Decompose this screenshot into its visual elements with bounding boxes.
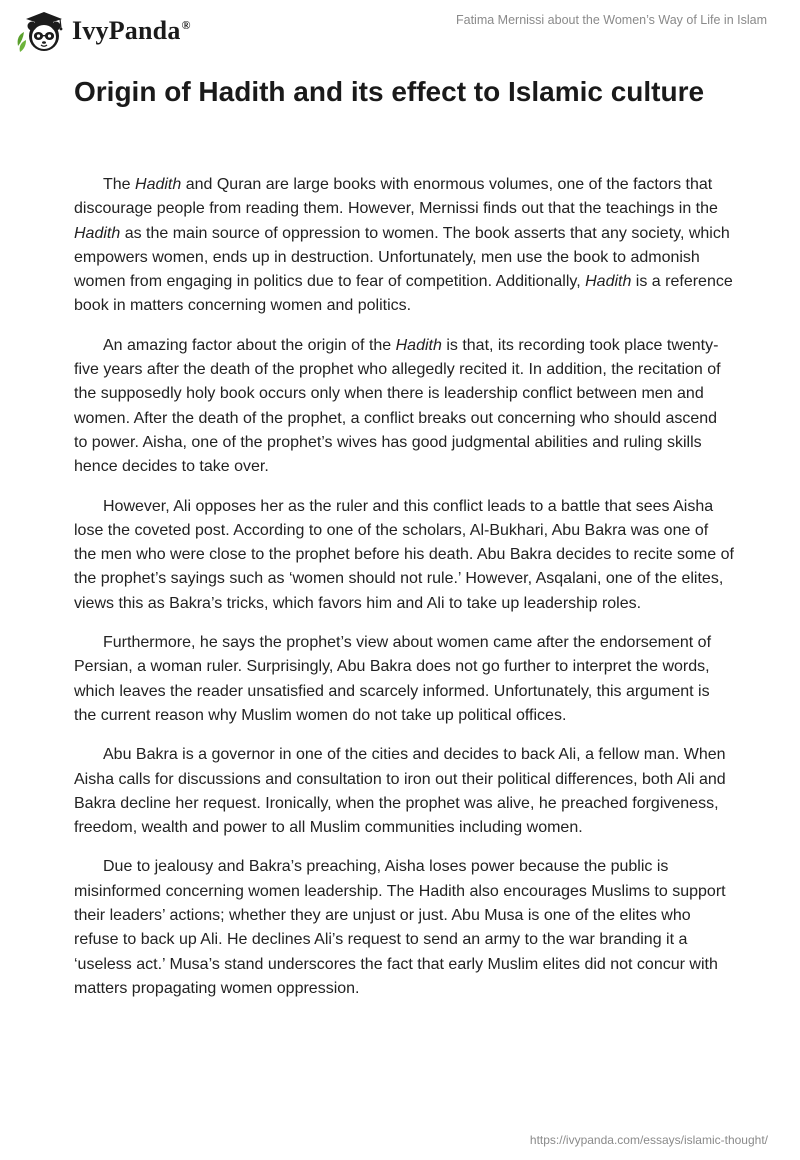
- text-run: and Quran are large books with enormous volumes, one of the factors that discourage people from reading them. However, Mernissi finds out that the teachings in the: [74, 176, 718, 218]
- ivypanda-logo[interactable]: [14, 6, 191, 56]
- text-run: is a reference book in matters concerning women and politics.: [74, 273, 733, 315]
- italic-term: Hadith: [395, 336, 442, 354]
- panda-graduate-icon: [14, 6, 68, 56]
- essay-body: [74, 173, 734, 1016]
- italic-term: Hadith: [585, 273, 632, 291]
- text-run: Abu Bakra is a governor in one of the cities and decides to back Ali, a fellow man. When Aisha calls for discussions and consultation to iron out their political differences, both Ali and Bakra decline her request. Ironically, when the prophet was alive, he preached forgiveness, freedom, wealth and power to all Muslim communities including women.: [74, 746, 726, 837]
- italic-term: Hadith: [135, 176, 182, 193]
- brand-wordmark: IvyPanda: [72, 16, 181, 45]
- text-run: However, Ali opposes her as the ruler and this conflict leads to a battle that sees Aisha lose the coveted post. According to one of the scholars, Al-Bukhari, Abu Bakra was one of the men who were close to the prophet before his death. Abu Bakra decides to recite some of the prophet’s sayings such as ‘women should not rule.’ However, Asqalani, one of the elites, views this as Bakra’s tricks, which favors him and Ali to take up leadership roles.: [74, 497, 734, 612]
- paragraph: [74, 855, 734, 1001]
- italic-term: Hadith: [74, 224, 121, 242]
- paragraph: [74, 743, 734, 840]
- source-url[interactable]: https://ivypanda.com/essays/islamic-thought/: [529, 1133, 768, 1147]
- registered-mark: ®: [181, 18, 191, 33]
- text-run: as the main source of oppression to women. The book asserts that any society, which empowers women, ends up in destruction. Unfortunately, men use the book to admonish women from engaging in politics due to fear of competition. Additionally,: [74, 224, 730, 291]
- document-title: Fatima Mernissi about the Women’s Way of Life in Islam: [456, 13, 767, 27]
- text-run: Furthermore, he says the prophet’s view about women came after the endorsement of Persian, a woman ruler. Surprisingly, Abu Bakra does not go further to interpret the words, which leaves the reader unsatisfied and scarcely informed. Unfortunately, this argument is the current reason why Muslim women do not take up political offices.: [74, 634, 712, 724]
- brand-name: [72, 16, 191, 46]
- text-run: An amazing factor about the origin of the: [103, 336, 396, 354]
- text-run: Due to jealousy and Bakra’s preaching, Aisha loses power because the public is misinformed concerning women leadership. The Hadith also encourages Muslims to support their leaders’ actions; whether they are unjust or just. Abu Musa is one of the elites who refuse to back up Ali. He declines Ali’s request to send an army to the war branding it a ‘useless act.’ Musa’s stand underscores the fact that early Muslim elites did not concur with matters propagating women oppression.: [74, 858, 726, 997]
- page-header: [0, 0, 800, 60]
- section-heading: Origin of Hadith and its effect to Islamic culture: [74, 76, 705, 107]
- text-run: is that, its recording took place twenty-five years after the death of the prophet who allegedly recited it. In addition, the recitation of the supposedly holy book occurs only when there is leadership conflict between men and women. After the death of the prophet, a conflict breaks out concerning who should ascend to power. Aisha, one of the prophet’s wives has good judgmental abilities and ruling skills hence decides to take over.: [74, 336, 721, 476]
- text-run: The: [103, 176, 136, 193]
- paragraph: [74, 334, 734, 480]
- paragraph: [74, 173, 734, 319]
- paragraph: [74, 495, 734, 616]
- paragraph: [74, 631, 734, 728]
